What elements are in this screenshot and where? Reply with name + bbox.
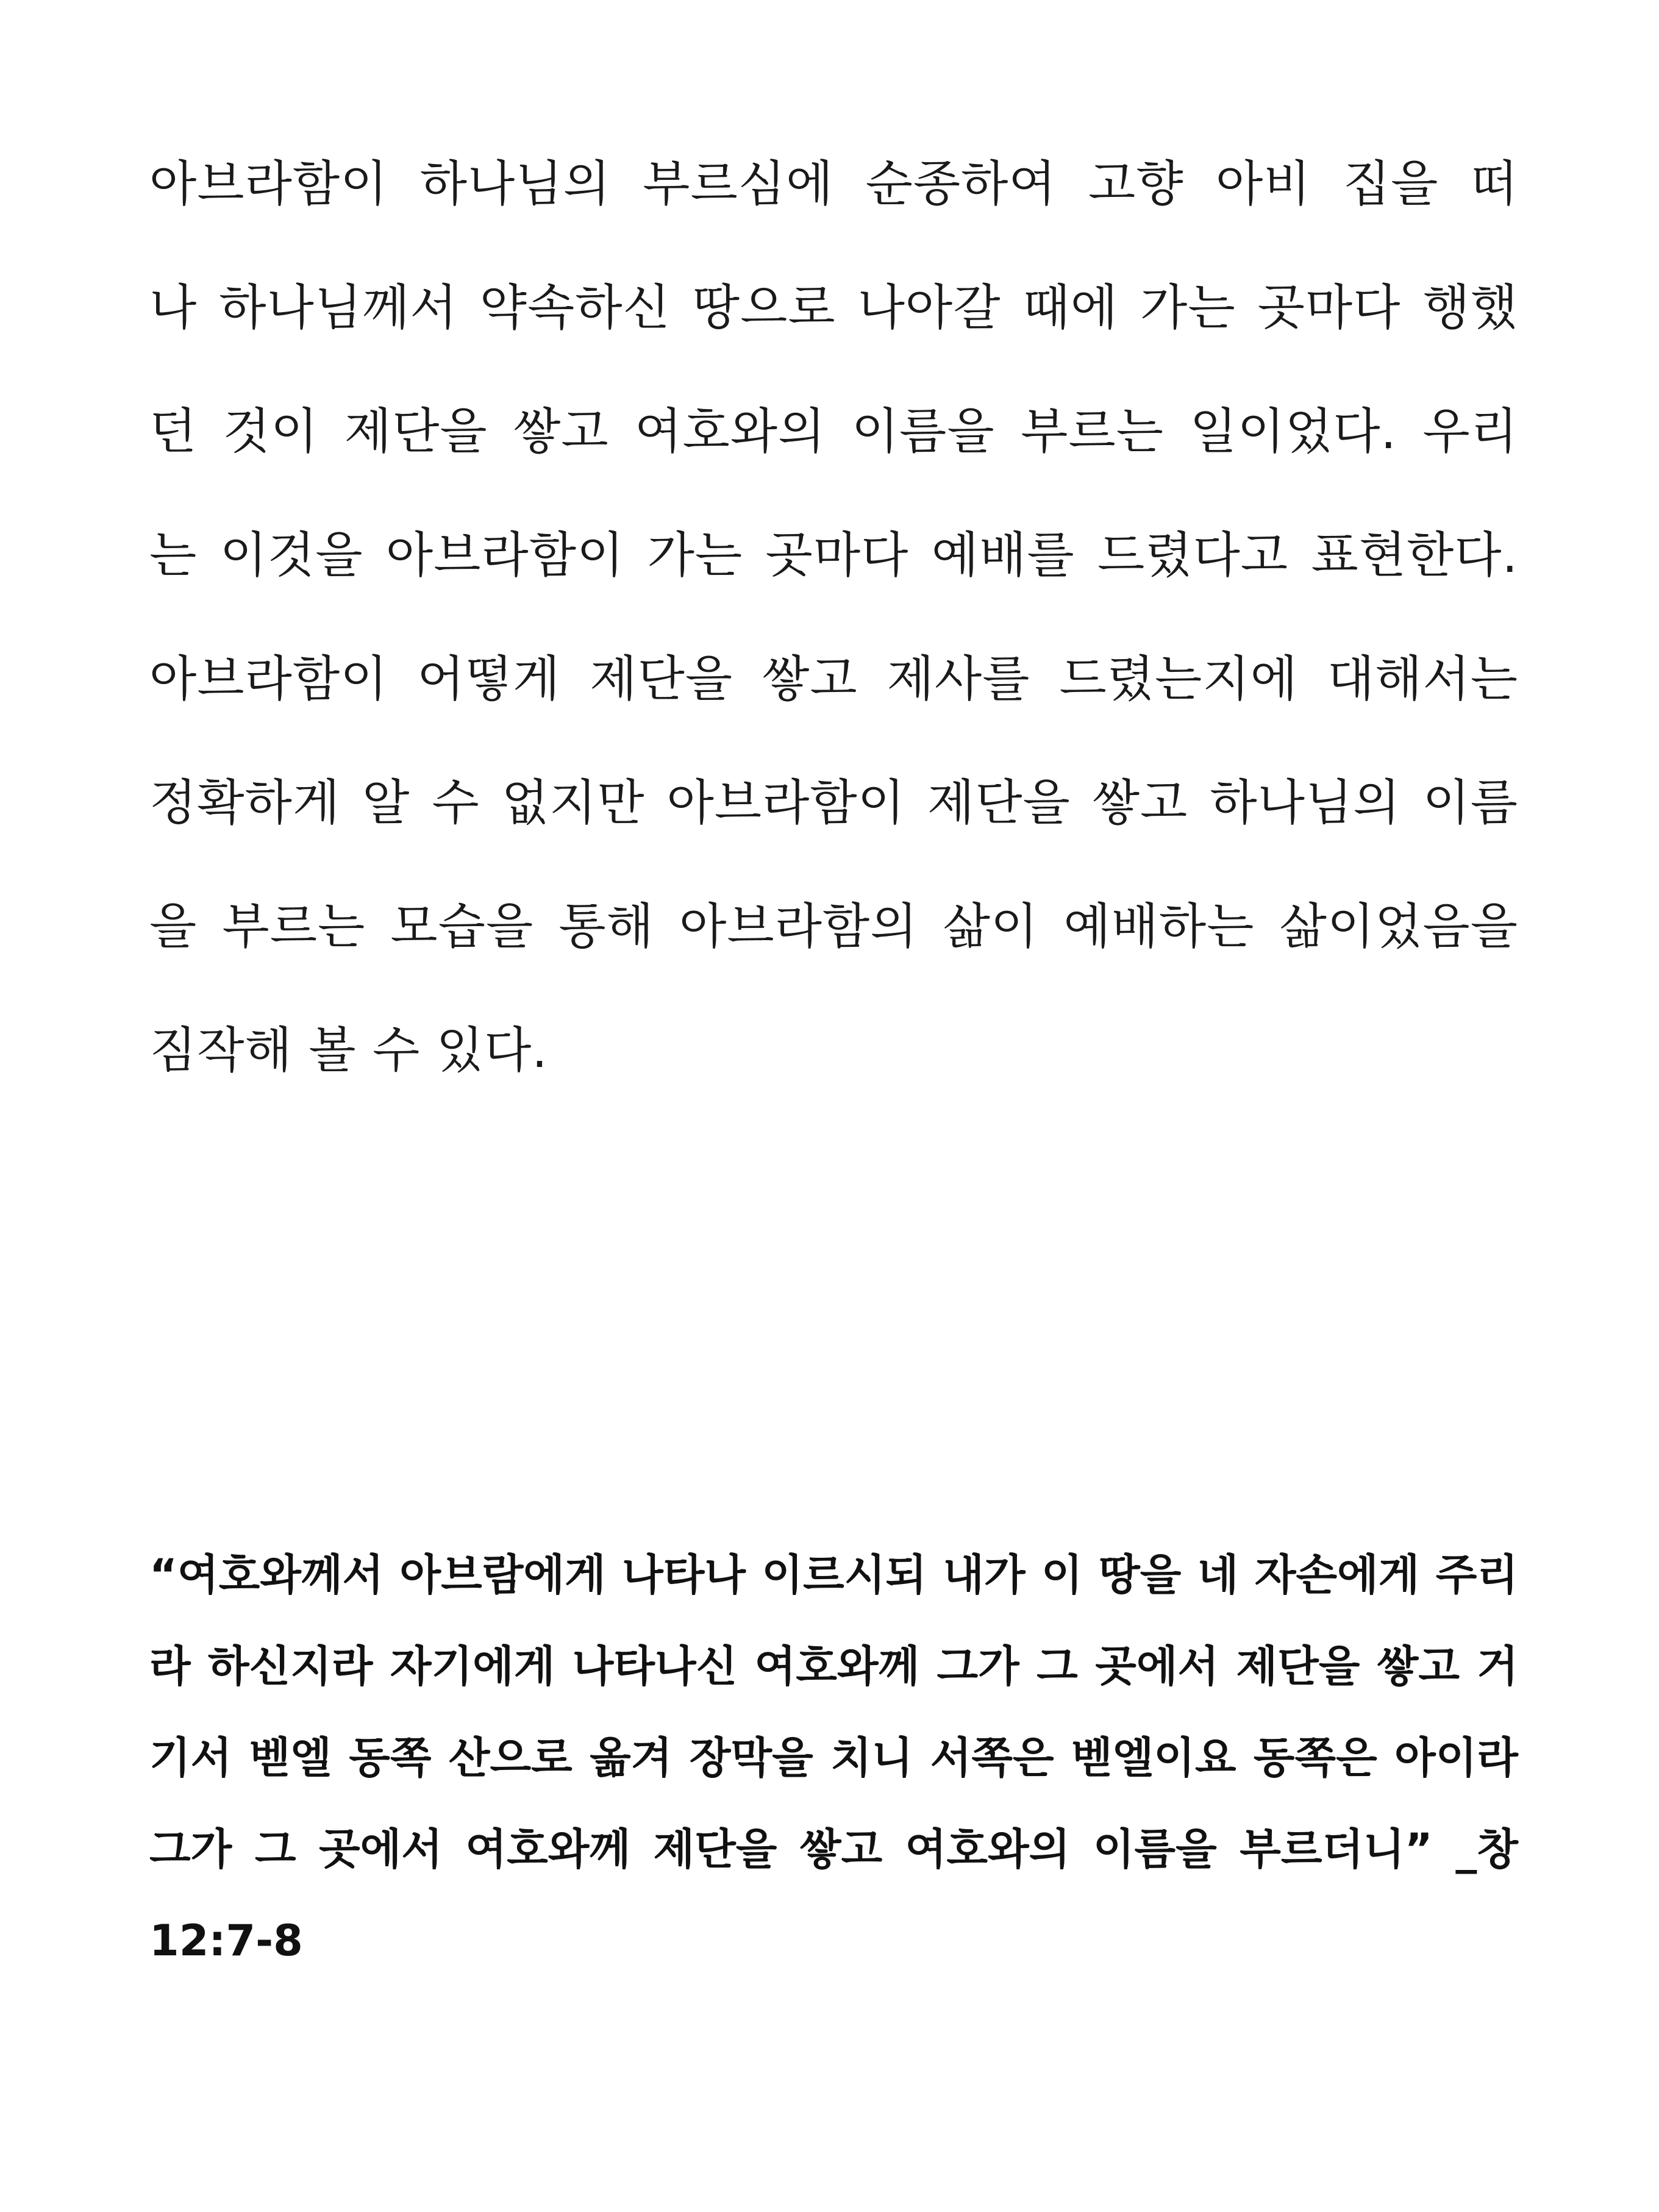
body-line: 나 하나님께서 약속하신 땅으로 나아갈 때에 가는 곳마다 행했 (149, 279, 1518, 336)
body-line: 을 부르는 모습을 통해 아브라함의 삶이 예배하는 삶이었음을 (149, 898, 1518, 955)
quote-line: “여호와께서 아브람에게 나타나 이르시되 내가 이 땅을 네 자손에게 주리 (149, 1550, 1518, 1600)
body-line: 는 이것을 아브라함이 가는 곳마다 예배를 드렸다고 표현한다. (149, 527, 1518, 583)
quote-line: 기서 벧엘 동쪽 산으로 옮겨 장막을 치니 서쪽은 벧엘이요 동쪽은 아이라 (149, 1733, 1518, 1783)
body-line: 아브라함이 하나님의 부르심에 순종하여 고향 아비 집을 떠 (149, 155, 1518, 212)
body-line: 던 것이 제단을 쌓고 여호와의 이름을 부르는 일이었다. 우리 (149, 403, 1518, 460)
quote-line: 라 하신지라 자기에게 나타나신 여호와께 그가 그 곳에서 제단을 쌓고 거 (149, 1641, 1518, 1691)
body-line: 정확하게 알 수 없지만 아브라함이 제단을 쌓고 하나님의 이름 (149, 774, 1518, 831)
quote-reference: 12:7-8 (149, 1916, 303, 1966)
body-line: 아브라함이 어떻게 제단을 쌓고 제사를 드렸는지에 대해서는 (149, 651, 1518, 707)
body-line: 짐작해 볼 수 있다. (149, 1022, 548, 1079)
body-paragraph (149, 122, 1518, 1112)
scripture-quote (149, 1529, 1518, 1986)
quote-line: 그가 그 곳에서 여호와께 제단을 쌓고 여호와의 이름을 부르더니” _창 (149, 1824, 1518, 1874)
